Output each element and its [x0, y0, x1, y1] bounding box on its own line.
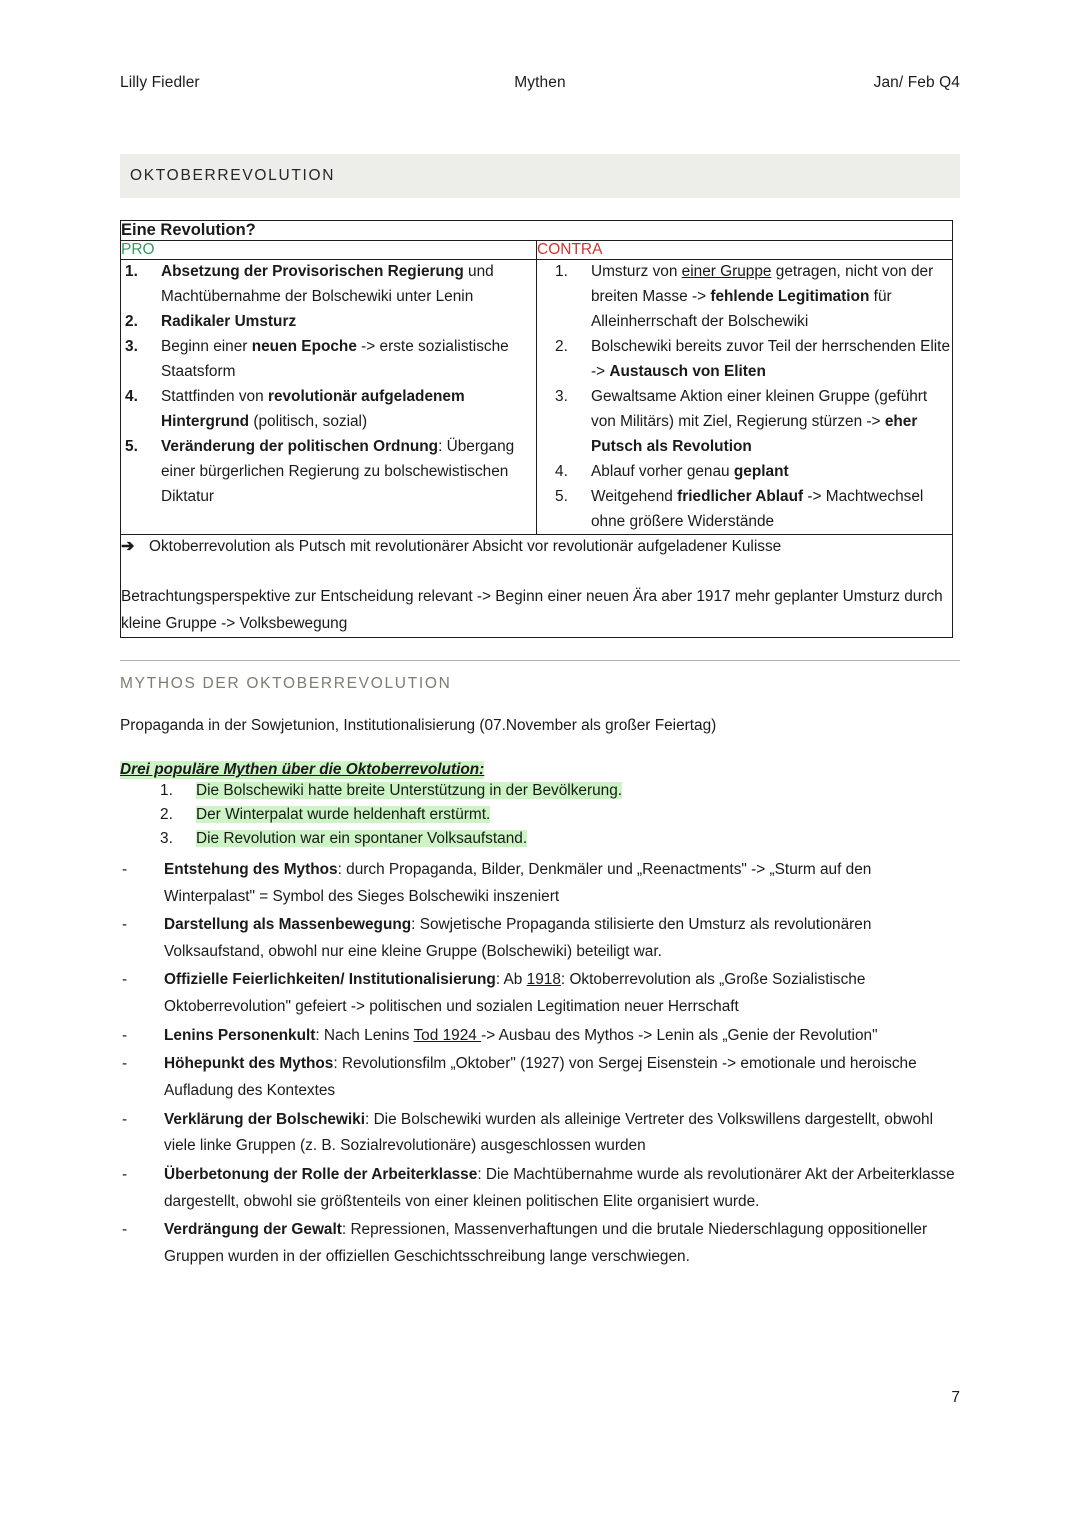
emphasis-text: neuen Epoche	[251, 337, 357, 355]
conclusion-arrow-text: Oktoberrevolution als Putsch mit revolutionärer Absicht vor revolutionär aufgeladener Kulisse	[149, 538, 782, 556]
contra-list-item: Weitgehend friedlicher Ablauf -> Machtwechsel ohne größere Widerstände	[591, 487, 924, 530]
underlined-text: einer Gruppe	[681, 263, 772, 280]
bullet-term: Offizielle Feierlichkeiten/ Institutionalisierung	[164, 971, 496, 989]
list-item: - Höhepunkt des Mythos: Revolutionsfilm „Oktober" (1927) von Sergej Eisenstein -> emotionale und heroische Aufladung des Kontextes	[120, 1051, 960, 1104]
emphasis-text: geplant	[733, 462, 789, 480]
myth-text: Der Winterpalat wurde heldenhaft erstürmt.	[196, 806, 491, 824]
myth-text: Die Revolution war ein spontaner Volksaufstand.	[196, 830, 528, 848]
contra-list-item: Gewaltsame Aktion einer kleinen Gruppe (geführt von Militärs) mit Ziel, Regierung stürzen -> eher Putsch als Revolution	[591, 387, 928, 455]
myth-list-title-wrap	[120, 739, 960, 779]
table-title-cell: Eine Revolution?	[121, 221, 953, 241]
bullet-term: Darstellung als Massenbewegung	[164, 916, 412, 934]
running-head-title: Mythen	[514, 74, 566, 91]
contra-cell	[537, 260, 953, 535]
mythos-bullet-list	[120, 857, 960, 1271]
bullet-term: Verdrängung der Gewalt	[164, 1221, 342, 1239]
pro-list-item: Veränderung der politischen Ordnung: Übergang einer bürgerlichen Regierung zu bolschewistischen Diktatur	[161, 437, 515, 505]
myth-list-item	[120, 827, 960, 851]
emphasis-text: eher Putsch als Revolution	[591, 412, 918, 455]
list-item: - Lenins Personenkult: Nach Lenins Tod 1924 -> Ausbau des Mythos -> Lenin als „Genie der Revolution"	[120, 1023, 960, 1050]
column-header-contra: CONTRA	[537, 241, 953, 260]
emphasis-text: Radikaler Umsturz	[161, 312, 297, 330]
conclusion-cell	[121, 535, 953, 638]
bullet-term: Verklärung der Bolschewiki	[164, 1110, 366, 1128]
emphasis-text: friedlicher Ablauf	[677, 487, 804, 505]
myth-list-title: Drei populäre Mythen über die Oktoberrevolution:	[120, 761, 485, 779]
contra-list	[551, 260, 952, 534]
pro-list-item: Stattfinden von revolutionär aufgeladenem Hintergrund (politisch, sozial)	[161, 387, 465, 430]
right-arrow-icon: ➔	[121, 538, 135, 556]
running-head	[120, 0, 960, 92]
underlined-text: Tod 1924	[413, 1026, 482, 1044]
list-item: - Verklärung der Bolschewiki: Die Bolschewiki wurden als alleinige Vertreter des Volkswillens dargestellt, obwohl viele linke Gruppen (z. B. Sozialrevolutionäre) ausgeschlossen wurden	[120, 1107, 960, 1160]
page-number: 7	[951, 1389, 960, 1406]
contra-list-item: Bolschewiki bereits zuvor Teil der herrschenden Elite -> Austausch von Eliten	[591, 337, 951, 380]
bullet-term: Entstehung des Mythos	[164, 860, 338, 878]
emphasis-text: fehlende Legitimation	[710, 287, 870, 305]
myth-list	[120, 779, 960, 851]
contra-list-item: Umsturz von einer Gruppe getragen, nicht von der breiten Masse -> fehlende Legitimation für Alleinherrschaft der Bolschewiki	[591, 263, 934, 330]
conclusion-arrow-line	[121, 535, 952, 560]
pro-list-item: Beginn einer neuen Epoche -> erste sozialistische Staatsform	[161, 337, 509, 380]
list-item: - Entstehung des Mythos: durch Propaganda, Bilder, Denkmäler und „Reenactments" -> „Sturm auf den Winterpalast" = Symbol des Sieges Bolschewiki inszeniert	[120, 857, 960, 910]
list-item: - Offizielle Feierlichkeiten/ Institutionalisierung: Ab 1918: Oktoberrevolution als „Große Sozialistische Oktoberrevolution" gefeiert -> politischen und sozialen Legitimation neuer Herrschaft	[120, 967, 960, 1020]
emphasis-text: Veränderung der politischen Ordnung	[161, 437, 439, 455]
underlined-text: 1918	[526, 971, 561, 989]
table-row-arguments	[121, 260, 953, 535]
table-row-title	[121, 221, 953, 241]
list-item: - Darstellung als Massenbewegung: Sowjetische Propaganda stilisierte den Umsturz als revolutionären Volksaufstand, obwohl nur eine kleine Gruppe (Bolschewiki) beteiligt war.	[120, 912, 960, 965]
pro-cell	[121, 260, 537, 535]
pro-list-item: Absetzung der Provisorischen Regierung und Machtübernahme der Bolschewiki unter Lenin	[161, 263, 494, 305]
emphasis-text: Austausch von Eliten	[609, 362, 766, 380]
table-row-conclusion	[121, 535, 953, 638]
myth-text: Die Bolschewiki hatte breite Unterstützung in der Bevölkerung.	[196, 782, 623, 800]
emphasis-text: Absetzung der Provisorischen Regierung	[161, 263, 464, 280]
column-header-pro: PRO	[121, 241, 537, 260]
conclusion-paragraph: Betrachtungsperspektive zur Entscheidung relevant -> Beginn einer neuen Ära aber 1917 mehr geplanter Umsturz durch kleine Gruppe -> Volksbewegung	[121, 588, 943, 632]
running-head-term: Jan/ Feb Q4	[873, 74, 960, 91]
running-head-author: Lilly Fiedler	[120, 74, 200, 91]
revolution-table	[120, 220, 953, 638]
myth-list-item	[120, 803, 960, 827]
bullet-term: Lenins Personenkult	[164, 1026, 316, 1044]
myth-list-item	[120, 779, 960, 803]
table-row-columnheads	[121, 241, 953, 260]
section-heading-mythos: MYTHOS DER OKTOBERREVOLUTION	[120, 660, 960, 693]
list-item: - Verdrängung der Gewalt: Repressionen, Massenverhaftungen und die brutale Niederschlagung oppositioneller Gruppen wurden in der offiziellen Geschichtsschreibung lange verschwiegen.	[120, 1217, 960, 1270]
pro-list-item	[121, 310, 536, 335]
bullet-term: Höhepunkt des Mythos	[164, 1055, 334, 1073]
bullet-term: Überbetonung der Rolle der Arbeiterklasse	[164, 1165, 478, 1183]
mythos-intro-paragraph: Propaganda in der Sowjetunion, Institutionalisierung (07.November als großer Feiertag)	[120, 717, 717, 735]
contra-list-item: Ablauf vorher genau geplant	[591, 462, 789, 480]
section-heading-oktoberrevolution: OKTOBERREVOLUTION	[120, 154, 960, 198]
pro-list	[121, 260, 536, 510]
emphasis-text: revolutionär aufgeladenem Hintergrund	[161, 387, 465, 430]
list-item: - Überbetonung der Rolle der Arbeiterklasse: Die Machtübernahme wurde als revolutionärer Akt der Arbeiterklasse dargestellt, obwohl sie größtenteils von einer kleinen politischen Elite organisiert wurde.	[120, 1162, 960, 1215]
